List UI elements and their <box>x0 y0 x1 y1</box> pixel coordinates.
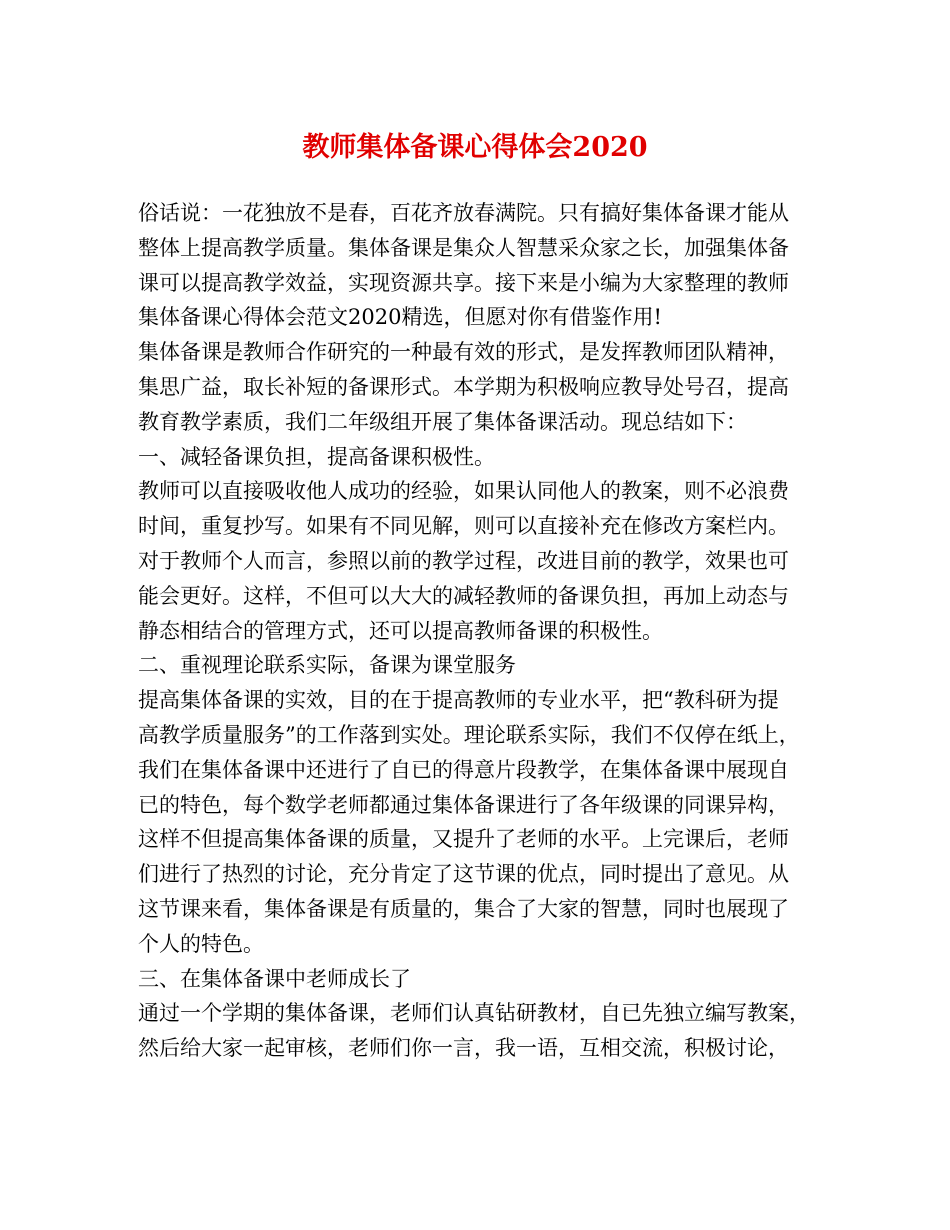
text-line: 提高集体备课的实效，目的在于提高教师的专业水平，把“教科研为提 <box>138 688 779 713</box>
text-line: 教育教学素质，我们二年级组开展了集体备课活动。现总结如下： <box>138 409 747 434</box>
text-line: 对于教师个人而言，参照以前的教学过程，改进目前的教学，效果也可 <box>138 548 789 573</box>
text-line: 集思广益，取长补短的备课形式。本学期为积极响应教导处号召，提高 <box>138 374 789 399</box>
text-line: 教师可以直接吸收他人成功的经验，如果认同他人的教案，则不必浪费 <box>138 479 789 504</box>
text-line: 静态相结合的管理方式，还可以提高教师备课的积极性。 <box>138 618 663 643</box>
text-line: 集体备课是教师合作研究的一种最有效的形式，是发挥教师团队精神， <box>138 340 789 365</box>
text-line: 已的特色，每个数学老师都通过集体备课进行了各年级课的同课异构， <box>138 792 789 817</box>
text-line: 们进行了热烈的讨论，充分肯定了这节课的优点，同时提出了意见。从 <box>138 862 789 887</box>
text-line: 这节课来看，集体备课是有质量的，集合了大家的智慧，同时也展现了 <box>138 896 789 921</box>
text-line: 集体备课心得体会范文2020精选，但愿对你有借鉴作用! <box>138 305 662 330</box>
text-line: 然后给大家一起审核，老师们你一言，我一语，互相交流，积极讨论， <box>138 1036 789 1061</box>
text-line: 能会更好。这样，不但可以大大的减轻教师的备课负担，再加上动态与 <box>138 583 789 608</box>
section-heading: 三、在集体备课中老师成长了 <box>138 966 411 991</box>
section-heading: 二、重视理论联系实际，备课为课堂服务 <box>138 653 516 678</box>
document-title: 教师集体备课心得体会2020 <box>302 132 648 163</box>
text-line: 高教学质量服务”的工作落到实处。理论联系实际，我们不仅停在纸上， <box>138 722 800 747</box>
text-line: 我们在集体备课中还进行了自已的得意片段教学，在集体备课中展现自 <box>138 757 789 782</box>
text-line: 时间，重复抄写。如果有不同见解，则可以直接补充在修改方案栏内。 <box>138 514 789 539</box>
text-line: 个人的特色。 <box>138 931 264 956</box>
text-line: 整体上提高教学质量。集体备课是集众人智慧采众家之长，加强集体备 <box>138 235 789 260</box>
document-body <box>138 196 828 1066</box>
text-line: 这样不但提高集体备课的质量，又提升了老师的水平。上完课后，老师 <box>138 827 789 852</box>
text-line: 课可以提高教学效益，实现资源共享。接下来是小编为大家整理的教师 <box>138 270 789 295</box>
text-line: 俗话说：一花独放不是春，百花齐放春满院。只有搞好集体备课才能从 <box>138 201 789 225</box>
text-line: 通过一个学期的集体备课，老师们认真钻研教材，自已先独立编写教案， <box>138 1001 810 1026</box>
section-heading: 一、减轻备课负担，提高备课积极性。 <box>138 444 495 469</box>
